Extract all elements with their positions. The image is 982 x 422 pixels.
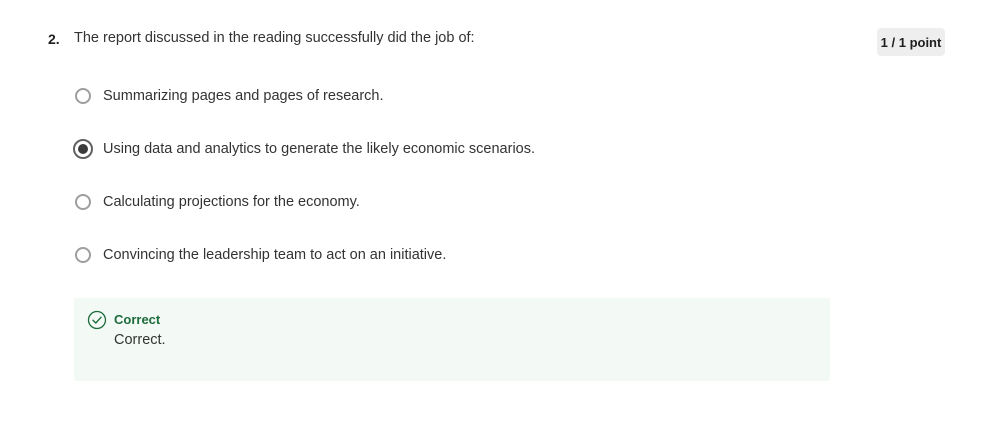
check-circle-icon (87, 310, 107, 330)
question-number: 2. (48, 31, 60, 47)
feedback-status: Correct (114, 312, 161, 327)
option-4[interactable] (73, 244, 446, 266)
radio-button[interactable] (75, 247, 91, 263)
radio-button-selected[interactable] (73, 139, 93, 159)
points-badge: 1 / 1 point (877, 28, 945, 56)
option-label: Convincing the leadership team to act on an initiative. (103, 247, 447, 263)
feedback-message: Correct. (114, 332, 166, 348)
option-label: Using data and analytics to generate the likely economic scenarios. (103, 141, 536, 157)
feedback-panel (74, 298, 830, 381)
radio-button[interactable] (75, 194, 91, 210)
option-3[interactable] (73, 191, 360, 213)
option-1[interactable] (73, 85, 384, 107)
option-label: Summarizing pages and pages of research. (103, 88, 384, 104)
option-label: Calculating projections for the economy. (103, 194, 360, 210)
radio-button[interactable] (75, 88, 91, 104)
option-2[interactable] (73, 138, 535, 160)
question-text: The report discussed in the reading successfully did the job of: (74, 30, 475, 46)
